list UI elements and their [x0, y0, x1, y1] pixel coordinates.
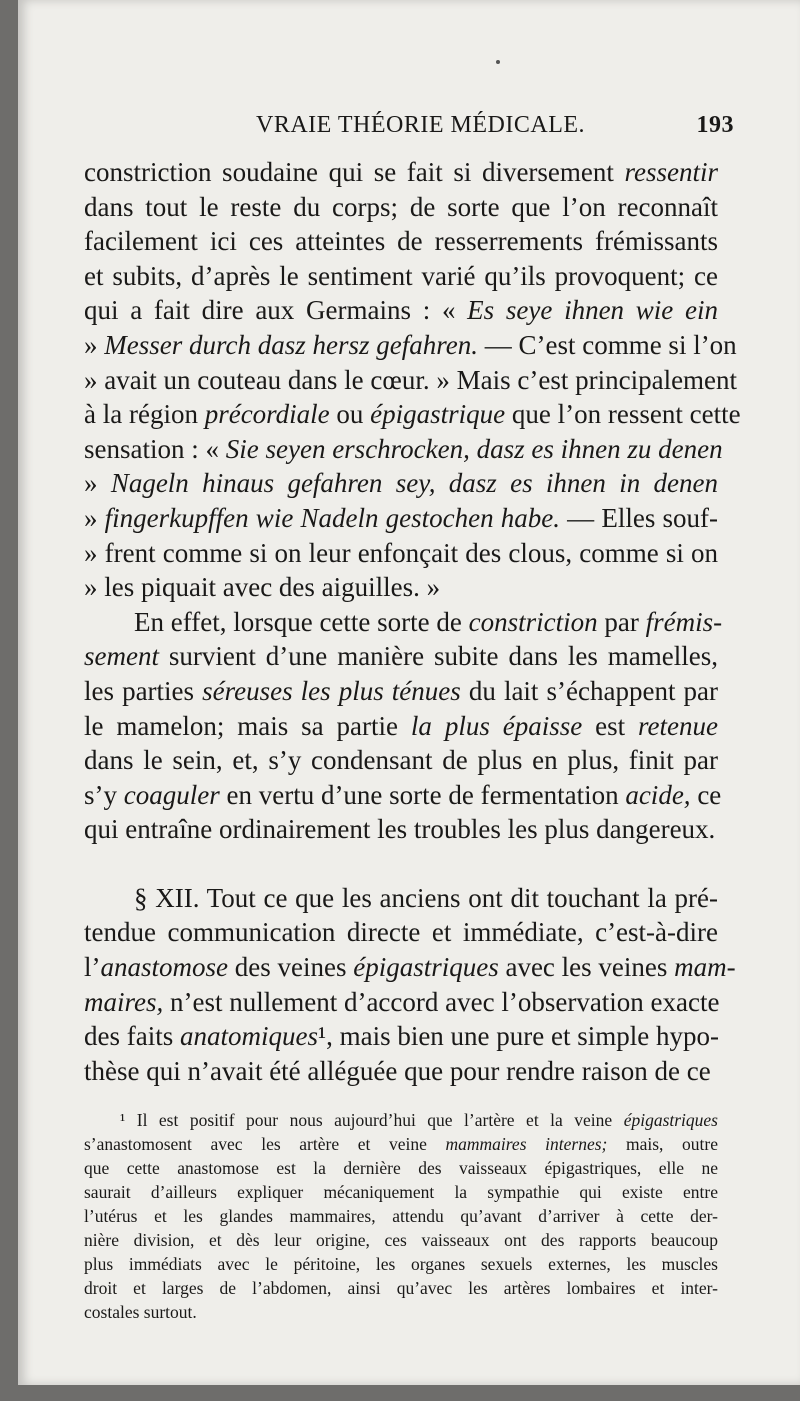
italic-run: Sie seyen erschrocken, dasz es ihnen zu denen — [225, 433, 723, 464]
text-run: constriction soudaine qui se fait si diversement — [84, 157, 625, 187]
text-line — [84, 881, 718, 916]
text-line — [84, 432, 723, 467]
italic-run: Nageln hinaus gefahren sey, dasz es ihnen in denen — [110, 468, 718, 499]
text-run: les parties — [84, 675, 203, 706]
page-number: 193 — [696, 112, 734, 138]
text-run: s’y — [84, 779, 124, 810]
paragraph-gap — [84, 847, 718, 881]
text-run: ¹, mais bien une pure et simple hypo- — [317, 1021, 719, 1052]
footnote-line — [84, 1108, 718, 1132]
footnote-line — [84, 1276, 718, 1300]
body-text — [84, 155, 741, 1088]
italic-run: précordiale — [204, 399, 330, 430]
text-run: que cette anastomose est la dernière des vaisseaux épigastriques, elle ne — [84, 1158, 718, 1178]
text-run: thèse qui n’avait été alléguée que pour rendre raison de ce — [84, 1055, 711, 1086]
italic-run: épigastriques — [623, 1110, 718, 1130]
text-line — [84, 1019, 718, 1054]
italic-run: constriction — [468, 606, 598, 637]
text-line — [84, 1054, 718, 1089]
text-run: n’est nullement d’accord avec l’observation exacte — [163, 986, 720, 1017]
italic-run: épigastriques — [353, 952, 499, 983]
text-run: des veines — [228, 952, 354, 983]
text-line — [84, 328, 737, 363]
running-header — [116, 112, 734, 146]
text-line — [84, 709, 718, 744]
text-line — [84, 570, 718, 605]
italic-run: coaguler — [123, 779, 220, 810]
text-run: et subits, d’après le sentiment varié qu’ils provoquent; ce — [84, 260, 718, 291]
text-run: » — [84, 468, 111, 499]
text-line — [84, 674, 718, 709]
italic-run: acide, — [625, 779, 691, 810]
text-run: § XII. Tout ce que les anciens ont dit touchant la pré- — [134, 882, 718, 913]
text-run: plus immédiats avec le péritoine, les organes sexuels externes, les muscles — [84, 1254, 718, 1274]
text-line — [84, 950, 736, 985]
text-run: qui entraîne ordinairement les troubles les plus dangereux. — [84, 814, 716, 845]
text-run: saurait d’ailleurs expliquer mécaniquement la sympathie qui existe entre — [84, 1182, 718, 1202]
text-run: par — [597, 606, 646, 637]
text-run: des faits — [84, 1021, 180, 1052]
text-run: » — [84, 329, 105, 360]
text-run: à la région — [84, 399, 205, 430]
text-run: — Elles souf- — [560, 502, 718, 533]
italic-run: Messer durch dasz hersz gefahren. — [104, 329, 478, 360]
italic-run: mammaires internes; — [445, 1134, 608, 1154]
text-line — [84, 190, 718, 225]
text-line — [84, 778, 722, 813]
italic-run: fingerkupffen wie Nadeln gestochen habe. — [104, 502, 560, 533]
text-run: du lait s’échappent par — [460, 675, 718, 706]
text-run: l’ — [84, 952, 101, 983]
text-run: l’utérus et les glandes mammaires, attendu qu’avant d’arriver à cette der- — [84, 1206, 718, 1226]
text-run: est — [582, 710, 639, 741]
italic-run: anatomiques — [179, 1021, 318, 1052]
text-line — [84, 363, 738, 398]
text-line — [84, 501, 718, 536]
footnote-line — [84, 1300, 718, 1324]
text-run: qui a fait dire aux Germains : « — [84, 295, 468, 326]
text-line — [84, 224, 718, 259]
text-run: » — [84, 502, 105, 533]
text-line — [84, 985, 718, 1020]
text-line — [84, 259, 718, 294]
text-line — [84, 639, 718, 674]
italic-run: anastomose — [100, 952, 228, 983]
text-run: ce — [690, 779, 722, 810]
text-line — [84, 466, 718, 501]
italic-run: ressentir — [624, 157, 718, 187]
text-run: droit et larges de l’abdomen, ainsi qu’avec les artères lombaires et inter- — [84, 1278, 718, 1298]
text-run: — C’est comme si l’on — [477, 329, 737, 360]
italic-run: sement — [84, 641, 159, 672]
text-run: sensation : « — [84, 433, 226, 464]
footnote-line — [84, 1132, 718, 1156]
book-page — [18, 0, 800, 1385]
text-run: costales surtout. — [84, 1302, 197, 1322]
text-run: facilement ici ces atteintes de resserrements frémissants — [84, 226, 718, 257]
italic-run: Es seye ihnen wie ein — [467, 295, 718, 326]
text-run: ¹ Il est positif pour nous aujourd’hui que l’artère et la veine — [120, 1110, 624, 1130]
italic-run: mam- — [674, 952, 736, 983]
text-line — [84, 293, 718, 328]
footnote-line — [84, 1204, 718, 1228]
text-line — [84, 743, 718, 778]
text-run: dans tout le reste du corps; de sorte que l’on reconnaît — [84, 191, 718, 222]
italic-run: épigastrique — [370, 399, 506, 430]
text-run: en vertu d’une sorte de fermentation — [219, 779, 626, 810]
text-run: s’anastomosent avec les artère et veine — [84, 1134, 446, 1154]
text-line — [84, 536, 718, 571]
text-run: que l’on ressent cette — [505, 399, 741, 430]
italic-run: séreuses les plus ténues — [202, 675, 461, 706]
footnote-line — [84, 1228, 718, 1252]
italic-run: maires, — [84, 986, 164, 1017]
italic-run: la plus épaisse — [410, 710, 583, 741]
text-run: tendue communication directe et immédiate, c’est-à-dire — [84, 917, 718, 948]
text-run: » avait un couteau dans le cœur. » Mais c’est principalement — [84, 364, 738, 395]
italic-run: frémis- — [645, 606, 723, 637]
text-run: » frent comme si on leur enfonçait des clous, comme si on — [84, 537, 718, 568]
footnotes — [84, 1108, 718, 1324]
text-run: En effet, lorsque cette sorte de — [134, 606, 469, 637]
ink-speck — [496, 60, 500, 64]
footnote-line — [84, 1180, 718, 1204]
footnote-line — [84, 1156, 718, 1180]
text-run: mais, outre — [607, 1134, 718, 1154]
text-line — [84, 915, 718, 950]
text-run: » les piquait avec des aiguilles. » — [84, 572, 441, 603]
text-run: survient d’une manière subite dans les mamelles, — [158, 641, 718, 672]
running-title: VRAIE THÉORIE MÉDICALE. — [256, 112, 586, 138]
text-run: ou — [329, 399, 371, 430]
text-run: dans le sein, et, s’y condensant de plus en plus, finit par — [84, 745, 718, 776]
footnote-line — [84, 1252, 718, 1276]
text-line — [84, 155, 718, 190]
text-line — [84, 605, 723, 640]
text-line — [84, 397, 741, 432]
italic-run: retenue — [638, 710, 719, 741]
text-run: le mamelon; mais sa partie — [84, 710, 411, 741]
text-run: avec les veines — [498, 952, 675, 983]
text-line — [84, 812, 718, 847]
text-run: nière division, et dès leur origine, ces vaisseaux ont des rapports beaucoup — [84, 1230, 718, 1250]
